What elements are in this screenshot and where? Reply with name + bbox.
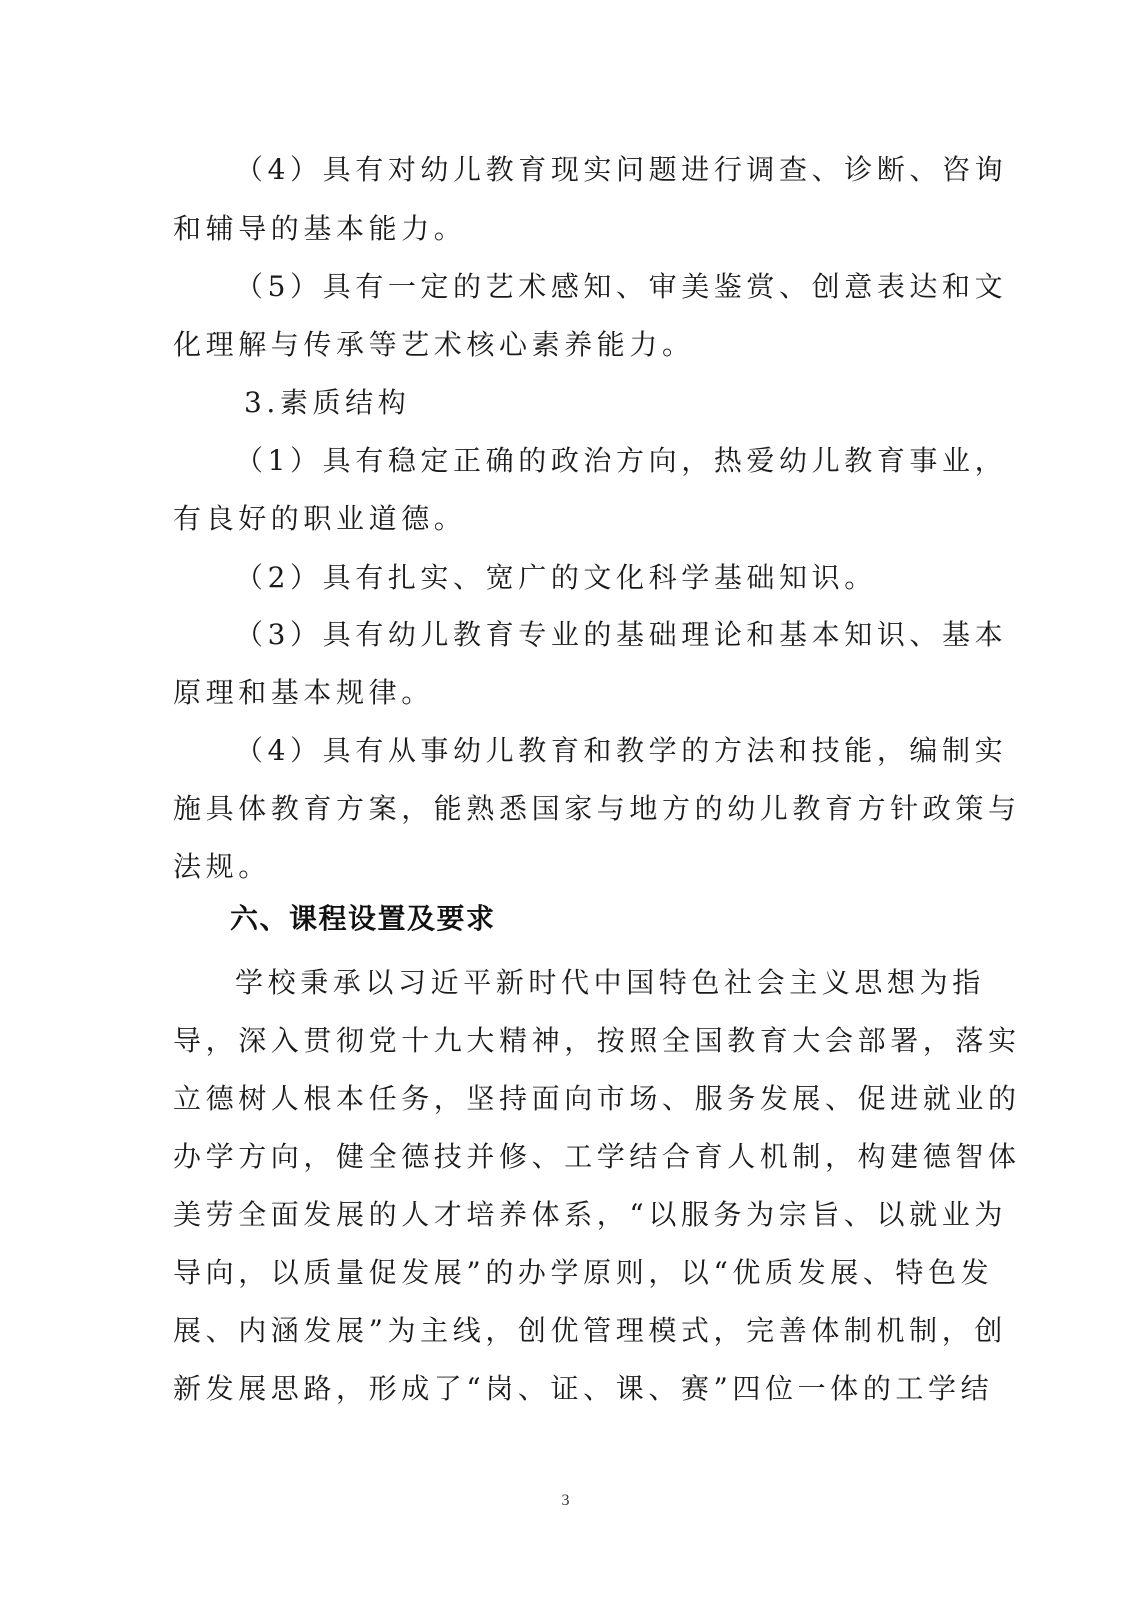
paragraph-line: 法规。 <box>173 850 271 883</box>
paragraph-line: 新发展思路，形成了“岗、证、课、赛”四位一体的工学结 <box>173 1372 994 1405</box>
paragraph-line: （4）具有从事幼儿教育和教学的方法和技能，编制实 <box>235 734 1008 767</box>
paragraph-line: （1）具有稳定正确的政治方向，热爱幼儿教育事业， <box>235 444 1008 477</box>
paragraph-line: 原理和基本规律。 <box>173 676 434 709</box>
paragraph-line: 美劳全面发展的人才培养体系，“以服务为宗旨、以就业为 <box>173 1198 1007 1231</box>
paragraph-line: 导向，以质量促发展”的办学原则，以“优质发展、特色发 <box>173 1256 994 1289</box>
subsection-heading: 3.素质结构 <box>244 386 411 419</box>
paragraph-line: 展、内涵发展”为主线，创优管理模式，完善体制机制，创 <box>173 1314 1007 1347</box>
page-number: 3 <box>561 1492 570 1509</box>
paragraph-line: 学校秉承以习近平新时代中国特色社会主义思想为指 <box>235 966 985 999</box>
paragraph-line: 有良好的职业道德。 <box>173 502 467 535</box>
paragraph-line: （4）具有对幼儿教育现实问题进行调查、诊断、咨询 <box>235 153 1008 186</box>
paragraph-line: 立德树人根本任务，坚持面向市场、服务发展、促进就业的 <box>173 1082 1021 1115</box>
paragraph-line: （2）具有扎实、宽广的文化科学基础知识。 <box>235 561 877 594</box>
section-heading: 六、课程设置及要求 <box>230 902 496 935</box>
paragraph-line: 导，深入贯彻党十九大精神，按照全国教育大会部署，落实 <box>173 1024 1021 1057</box>
paragraph-line: 施具体教育方案，能熟悉国家与地方的幼儿教育方针政策与 <box>173 792 1021 825</box>
paragraph-line: （3）具有幼儿教育专业的基础理论和基本知识、基本 <box>235 618 1008 651</box>
paragraph-line: 和辅导的基本能力。 <box>173 212 467 245</box>
paragraph-line: 办学方向，健全德技并修、工学结合育人机制，构建德智体 <box>173 1140 1021 1173</box>
paragraph-line: （5）具有一定的艺术感知、审美鉴赏、创意表达和文 <box>235 270 1008 303</box>
paragraph-line: 化理解与传承等艺术核心素养能力。 <box>173 328 695 361</box>
